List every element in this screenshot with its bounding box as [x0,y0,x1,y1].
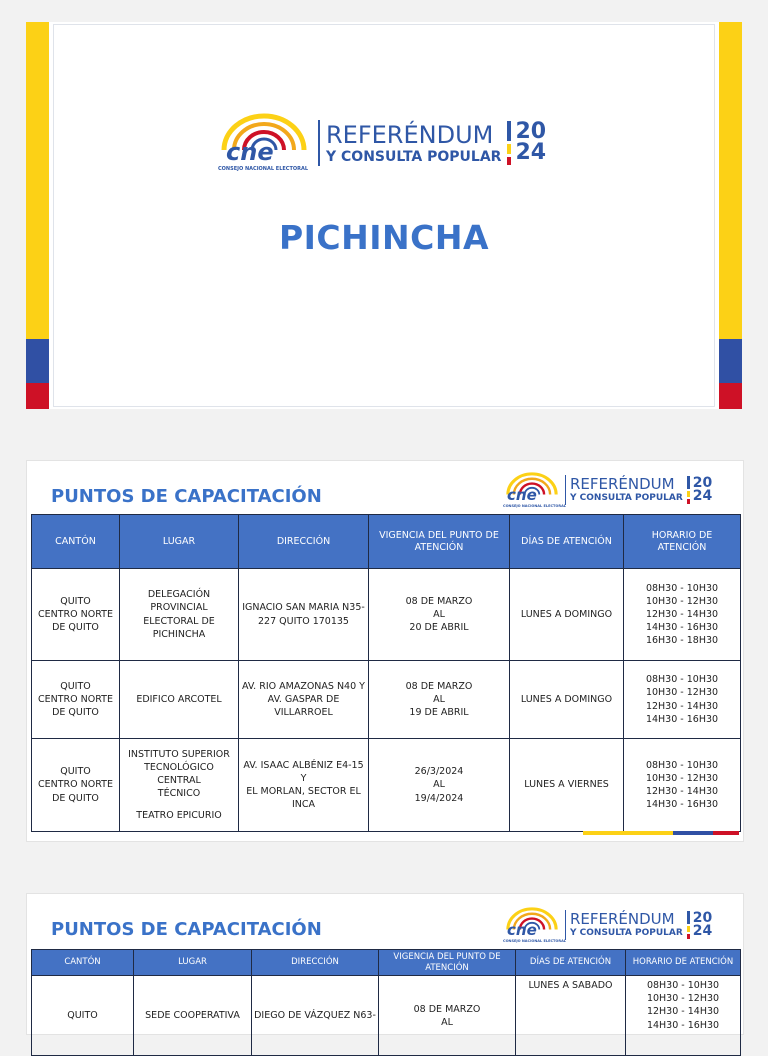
cell-vigencia: 08 DE MARZO AL [379,976,516,1056]
cell-lugar: DELEGACIÓN PROVINCIAL ELECTORAL DE PICHINCHA [120,569,239,661]
cell-direccion: AV. RIO AMAZONAS N40 Y AV. GASPAR DE VILLARROEL [239,661,369,739]
year-flag-marks [687,476,690,504]
flag-stripe-right [719,22,742,409]
training-points-table [31,514,741,832]
cell-vigencia: 08 DE MARZO AL 19 DE ABRIL [369,661,510,739]
logo-separator [318,120,320,166]
referendum-logo [216,112,546,174]
header-dias: DÍAS DE ATENCIÓN [516,950,626,976]
slide-title: PUNTOS DE CAPACITACIÓN [51,486,322,507]
cell-canton: QUITO CENTRO NORTE DE QUITO [32,569,120,661]
cell-canton: QUITO [32,976,134,1056]
cell-vigencia: 08 DE MARZO AL 20 DE ABRIL [369,569,510,661]
consulta-popular-text: Y CONSULTA POPULAR [570,493,683,503]
training-points-slide-2 [26,893,744,1035]
logo-separator [565,910,566,940]
year-flag-marks [687,911,690,939]
header-horario: HORARIO DE ATENCIÓN [624,515,741,569]
cne-logo [503,906,567,944]
referendum-text: REFERÉNDUM [326,120,494,149]
header-vigencia: VIGENCIA DEL PUNTO DE ATENCIÓN [369,515,510,569]
year-bottom: 24 [692,488,713,504]
cell-canton: QUITO CENTRO NORTE DE QUITO [32,739,120,832]
province-title: PICHINCHA [278,218,490,257]
consulta-popular-text: Y CONSULTA POPULAR [570,928,683,938]
table-row [32,739,741,832]
referendum-logo-small [503,471,712,509]
table-row [32,661,741,739]
title-slide [26,22,742,409]
cell-dias: LUNES A DOMINGO [510,661,624,739]
cne-subtitle: CONSEJO NACIONAL ELECTORAL [503,939,567,943]
cell-dias: LUNES A VIERNES [510,739,624,832]
cne-logo [216,112,312,174]
header-direccion: DIRECCIÓN [252,950,379,976]
year-flag-marks [507,121,511,165]
cne-subtitle: CONSEJO NACIONAL ELECTORAL [218,166,309,172]
cne-subtitle: CONSEJO NACIONAL ELECTORAL [503,504,567,508]
header-lugar: LUGAR [120,515,239,569]
cne-logo [503,471,567,509]
cell-horario: 08H30 - 10H30 10H30 - 12H30 12H30 - 14H30 14H30 - 16H30 16H30 - 18H30 [624,569,741,661]
logo-separator [565,475,566,505]
year-bottom: 24 [515,140,547,165]
training-points-slide-1 [26,460,744,842]
flag-footer-stripe [583,831,739,835]
slide-frame [53,24,715,407]
cell-direccion: IGNACIO SAN MARIA N35- 227 QUITO 170135 [239,569,369,661]
referendum-text: REFERÉNDUM [570,475,675,493]
table-row [32,976,741,1056]
cell-vigencia: 26/3/2024 AL 19/4/2024 [369,739,510,832]
cell-dias: LUNES A SABADO [516,976,626,1056]
cell-lugar: INSTITUTO SUPERIOR TECNOLÓGICO CENTRAL TÉCNICO TEATRO EPICURIO [120,739,239,832]
cell-dias: LUNES A DOMINGO [510,569,624,661]
cell-canton: QUITO CENTRO NORTE DE QUITO [32,661,120,739]
slide-title: PUNTOS DE CAPACITACIÓN [51,919,322,940]
referendum-logo-small [503,906,712,944]
consulta-popular-text: Y CONSULTA POPULAR [326,148,502,165]
cne-wordmark: cne [226,138,274,166]
referendum-text: REFERÉNDUM [570,910,675,928]
header-dias: DÍAS DE ATENCIÓN [510,515,624,569]
cell-horario: 08H30 - 10H30 10H30 - 12H30 12H30 - 14H30 14H30 - 16H30 [624,739,741,832]
cell-horario: 08H30 - 10H30 10H30 - 12H30 12H30 - 14H30 14H30 - 16H30 [626,976,741,1056]
cell-lugar: SEDE COOPERATIVA [134,976,252,1056]
header-horario: HORARIO DE ATENCIÓN [626,950,741,976]
table-row [32,569,741,661]
year-top: 20 [692,909,713,926]
cell-direccion: AV. ISAAC ALBÉNIZ E4-15 Y EL MORLAN, SECTOR EL INCA [239,739,369,832]
header-vigencia: VIGENCIA DEL PUNTO DE ATENCIÓN [379,950,516,976]
cell-direccion: DIEGO DE VÁZQUEZ N63- [252,976,379,1056]
year-top: 20 [692,474,713,491]
cell-lugar: EDIFICO ARCOTEL [120,661,239,739]
header-direccion: DIRECCIÓN [239,515,369,569]
year-bottom: 24 [692,923,713,939]
cne-wordmark: cne [507,921,537,939]
cne-wordmark: cne [507,486,537,504]
flag-stripe-left [26,22,49,409]
header-canton: CANTÓN [32,515,120,569]
header-canton: CANTÓN [32,950,134,976]
cell-horario: 08H30 - 10H30 10H30 - 12H30 12H30 - 14H30 14H30 - 16H30 [624,661,741,739]
year-top: 20 [515,119,547,145]
training-points-table [31,949,741,1056]
header-lugar: LUGAR [134,950,252,976]
